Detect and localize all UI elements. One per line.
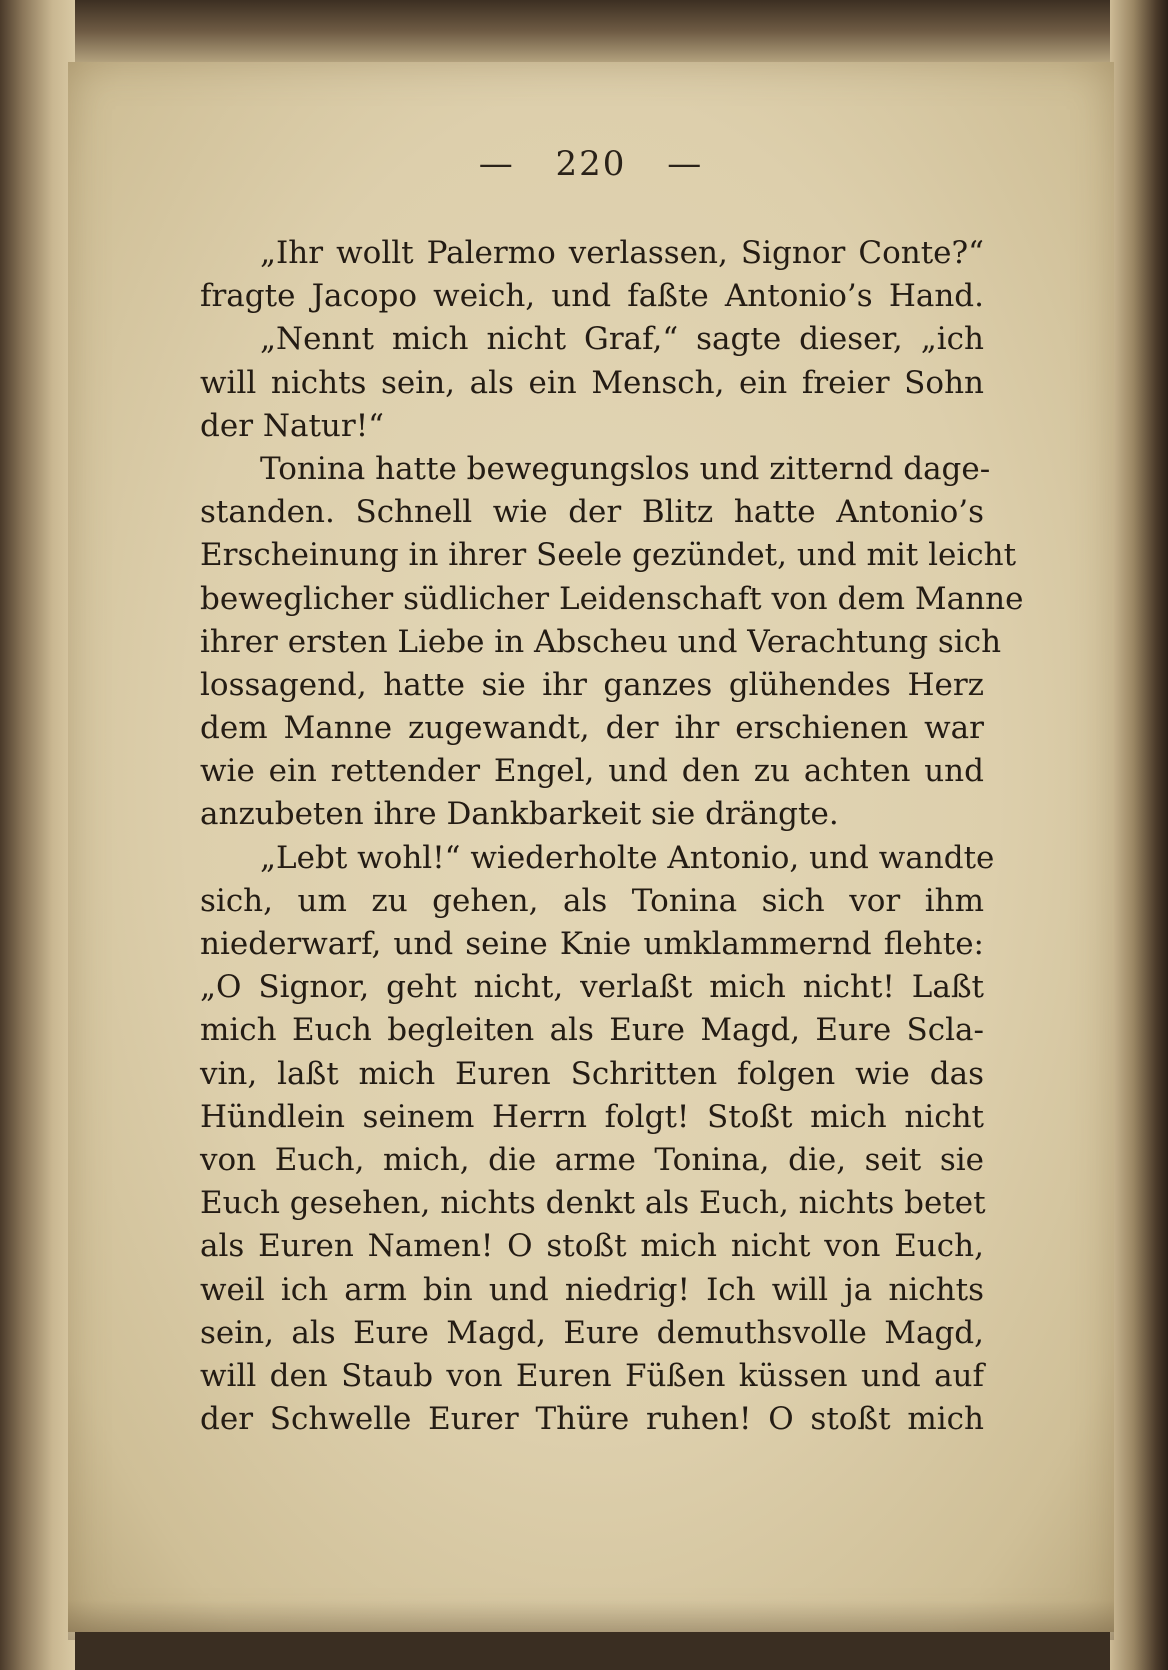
text-line: „Lebt wohl!“ wiederholte Antonio, und wandte xyxy=(260,839,995,876)
page-bottom-shadow xyxy=(68,1600,1114,1640)
text-line: beweglicher südlicher Leidenschaft von dem Manne xyxy=(200,580,1024,617)
book-right-edge xyxy=(1110,0,1168,1670)
text-line: als Euren Namen! O stoßt mich nicht von Euch, xyxy=(200,1228,984,1265)
text-line: von Euch, mich, die arme Tonina, die, seit sie xyxy=(200,1141,984,1178)
text-line: Hündlein seinem Herrn folgt! Stoßt mich nicht xyxy=(200,1098,984,1135)
text-line: fragte Jacopo weich, und faßte Antonio’s Hand. xyxy=(200,278,984,315)
text-line: weil ich arm bin und niedrig! Ich will ja nichts xyxy=(200,1271,984,1308)
text-line: „Nennt mich nicht Graf,“ sagte dieser, „ich xyxy=(260,321,984,358)
text-line: der Schwelle Eurer Thüre ruhen! O stoßt mich xyxy=(200,1401,984,1438)
book-left-edge xyxy=(0,0,75,1670)
text-line: anzubeten ihre Dankbarkeit sie drängte. xyxy=(200,796,839,833)
text-line: der Natur!“ xyxy=(200,407,385,444)
text-line: lossagend, hatte sie ihr ganzes glühendes Herz xyxy=(200,666,984,703)
text-line: standen. Schnell wie der Blitz hatte Antonio’s xyxy=(200,494,984,531)
header-dash-left: — xyxy=(478,144,515,184)
text-line: Tonina hatte bewegungslos und zitternd dage- xyxy=(260,450,991,487)
text-line: will den Staub von Euren Füßen küssen und auf xyxy=(200,1357,984,1394)
text-line: will nichts sein, als ein Mensch, ein freier Sohn xyxy=(200,364,984,401)
text-line: Euch gesehen, nichts denkt als Euch, nichts betet xyxy=(200,1185,986,1222)
body-text xyxy=(200,232,1024,1441)
text-line: „O Signor, geht nicht, verlaßt mich nicht! Laßt xyxy=(200,969,984,1006)
book-top-edge xyxy=(0,0,1168,68)
text-line: sich, um zu gehen, als Tonina sich vor ihm xyxy=(200,882,984,919)
text-line: sein, als Eure Magd, Eure demuthsvolle Magd, xyxy=(200,1314,984,1351)
book-page xyxy=(68,62,1114,1632)
page-header xyxy=(68,144,1114,184)
header-dash-right: — xyxy=(667,144,704,184)
text-line: ihrer ersten Liebe in Abscheu und Verachtung sich xyxy=(200,623,1002,660)
text-line: Erscheinung in ihrer Seele gezündet, und mit leicht xyxy=(200,537,1017,574)
page-number: 220 xyxy=(555,144,627,184)
text-line: dem Manne zugewandt, der ihr erschienen war xyxy=(200,710,984,747)
text-line: „Ihr wollt Palermo verlassen, Signor Conte?“ xyxy=(260,235,984,271)
text-line: wie ein rettender Engel, und den zu achten und xyxy=(200,753,984,790)
text-line: vin, laßt mich Euren Schritten folgen wie das xyxy=(200,1055,984,1092)
text-line: mich Euch begleiten als Eure Magd, Eure Scla- xyxy=(200,1012,984,1049)
text-line: niederwarf, und seine Knie umklammernd flehte: xyxy=(200,926,984,962)
